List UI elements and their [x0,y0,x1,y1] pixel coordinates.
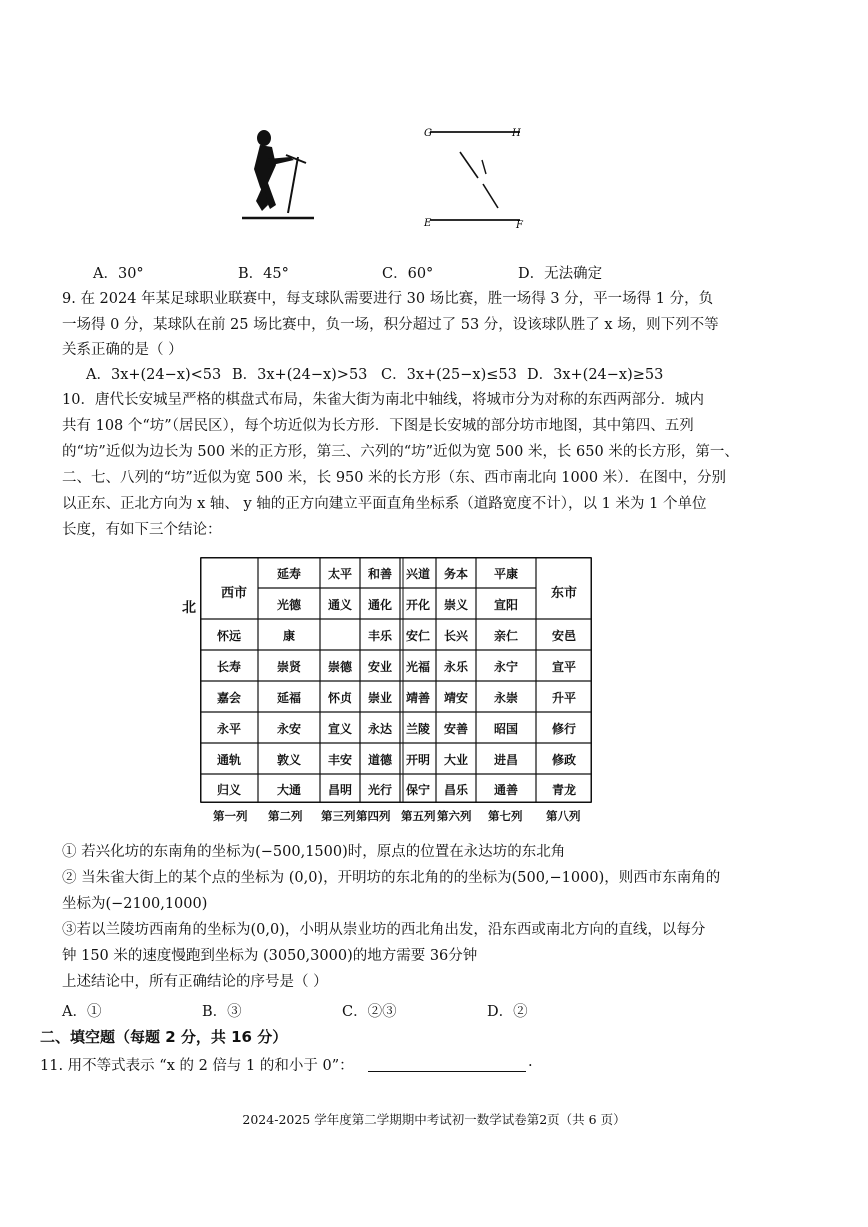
fang-cell: 崇贤 [276,659,301,674]
q9-option-c: C．3x+(25−x)≤53 [381,367,517,383]
fang-cell: 青龙 [551,782,576,797]
q8-option-c: C．60° [382,266,434,282]
fang-cell: 保宁 [405,782,430,797]
fang-cell: 崇业 [367,690,392,705]
fang-cell: 光福 [405,659,430,674]
fang-cell: 怀远 [216,628,241,643]
fang-cell: 进昌 [493,752,518,767]
q10-line-4: 二、七、八列的“坊”近似为宽 500 米，长 950 米的长方形（东、西市南北向 1000 米）．在图中，分别 [62,470,726,486]
q10-line-3: 的“坊”近似为边长为 500 米的正方形，第三、六列的“坊”近似为宽 500 米，长 650 米的长方形，第一、 [62,444,739,460]
fang-cell: 永宁 [493,659,518,674]
page-footer: 2024-2025 学年度第二学期期中考试初一数学试卷第2页（共 6 页） [242,1112,626,1127]
fang-cell: 和善 [367,566,392,581]
skier-figure [238,125,318,225]
fang-cell: 靖安 [443,690,468,705]
fang-cell: 光行 [367,782,392,797]
fang-cell: 延福 [276,690,301,705]
fang-cell: 昌明 [327,782,352,797]
q9-option-a: A．3x+(24−x)<53 [86,367,222,383]
fang-cell: 通化 [367,597,392,612]
fang-cell: 宣平 [551,659,576,674]
fig-label-h: H [512,128,521,139]
fang-cell: 长兴 [443,628,468,643]
fang-cell: 靖善 [405,690,430,705]
fang-cell: 大业 [443,752,468,767]
q8-option-d: D．无法确定 [518,266,603,282]
fang-cell: 务本 [443,566,468,581]
fang-cell: 平康 [493,566,518,581]
q10-prompt: 上述结论中，所有正确结论的序号是（ ） [62,974,328,990]
east-market-label: 东市 [550,586,577,601]
q10-line-1: 10．唐代长安城呈严格的棋盘式布局，朱雀大街为南北中轴线，将城市分为对称的东西两部分．城内 [62,392,704,408]
q8-option-a: A．30° [93,266,144,282]
fang-cell: 长寿 [216,659,241,674]
map-column-label: 第五列 [401,809,436,823]
q11-period: . [528,1054,533,1070]
fang-cell: 兰陵 [405,721,430,736]
fig-label-g: G [424,128,432,139]
fang-cell: 昭国 [493,721,518,736]
changan-map [200,557,592,803]
q10-statement-3: ③若以兰陵坊西南角的坐标为(0,0)，小明从崇业坊的西北角出发，沿东西或南北方向的直线，以每分 [62,922,706,938]
q9-line-1: 9. 在 2024 年某足球职业联赛中，每支球队需要进行 30 场比赛，胜一场得 3 分，平一场得 1 分，负 [62,291,714,307]
q11-text: 11. 用不等式表示 “x 的 2 倍与 1 的和小于 0”： [40,1058,354,1074]
q10-option-d: D．② [487,1004,528,1020]
fang-cell: 怀贞 [327,690,352,705]
map-column-label: 第八列 [546,809,581,823]
fang-cell: 康 [282,628,295,643]
fang-cell: 永乐 [443,659,468,674]
fang-cell: 崇德 [327,659,352,674]
fang-cell: 安善 [443,721,468,736]
q10-line-6: 长度，有如下三个结论： [62,522,222,538]
fang-cell: 延寿 [276,566,301,581]
fang-cell: 宣义 [327,721,352,736]
q10-statement-1: ① 若兴化坊的东南角的坐标为(−500,1500)时，原点的位置在永达坊的东北角 [62,844,566,860]
q9-line-3: 关系正确的是（ ） [62,342,183,358]
fang-cell: 安邑 [551,628,576,643]
fang-cell: 嘉会 [216,690,241,705]
fang-cell: 崇义 [443,597,468,612]
map-column-label: 第一列 [213,809,248,823]
parallel-lines-figure [420,122,530,232]
q10-line-5: 以正东、正北方向为 x 轴、 y 轴的正方向建立平面直角坐标系（道路宽度不计），以 1 米为 1 个单位 [62,496,707,512]
map-column-label: 第三列 [321,809,356,823]
q11-answer-blank[interactable] [368,1071,526,1072]
fang-cell: 修行 [551,721,576,736]
q9-line-2: 一场得 0 分，某球队在前 25 场比赛中，负一场，积分超过了 53 分，设该球队胜了 x 场，则下列不等 [62,317,719,333]
fang-cell: 光德 [276,597,301,612]
fig-label-f: F [516,220,523,231]
q10-option-a: A．① [62,1004,102,1020]
map-column-label: 第七列 [488,809,523,823]
fang-cell: 开明 [405,752,430,767]
north-label: 北 [182,600,196,616]
fang-cell: 永达 [367,721,392,736]
fang-cell: 归义 [216,782,241,797]
fang-cell: 通义 [327,597,352,612]
fang-cell: 修政 [551,752,576,767]
fang-cell: 丰安 [327,752,352,767]
section-2-heading: 二、填空题（每题 2 分，共 16 分） [40,1028,288,1046]
fang-cell: 永崇 [493,690,518,705]
q10-statement-3-cont: 钟 150 米的速度慢跑到坐标为 (3050,3000)的地方需要 36分钟 [62,948,478,964]
q10-statement-2-cont: 坐标为(−2100,1000) [62,896,208,912]
fang-cell: 开化 [405,597,430,612]
fang-cell: 兴道 [405,566,430,581]
fang-cell: 昌乐 [443,782,468,797]
fang-cell: 太平 [327,566,352,581]
fang-cell: 通善 [493,782,518,797]
west-market-label: 西市 [220,586,247,601]
q8-option-b: B．45° [238,266,289,282]
q9-option-b: B．3x+(24−x)>53 [232,367,368,383]
q10-statement-2: ② 当朱雀大街上的某个点的坐标为 (0,0)，开明坊的东北角的的坐标为(500,−1000)，则西市东南角的 [62,870,721,886]
fang-cell: 永安 [276,721,301,736]
q10-option-c: C．②③ [342,1004,397,1020]
q10-line-2: 共有 108 个“坊”（居民区），每个坊近似为长方形．下图是长安城的部分坊市地图，其中第四、五列 [62,418,694,434]
map-column-label: 第四列 [356,809,391,823]
fang-cell: 永平 [216,721,241,736]
map-column-label: 第二列 [268,809,303,823]
q10-option-b: B．③ [202,1004,242,1020]
fig-label-e: E [424,218,432,229]
fang-cell: 亲仁 [493,628,518,643]
map-column-label: 第六列 [437,809,472,823]
fang-cell: 敦义 [276,752,301,767]
q9-option-d: D．3x+(24−x)≥53 [527,367,664,383]
fang-cell: 丰乐 [367,628,392,643]
fang-cell: 通轨 [216,752,241,767]
fang-cell: 升平 [551,690,576,705]
fang-cell: 安仁 [405,628,430,643]
fang-cell: 宣阳 [493,597,518,612]
fang-cell: 道德 [367,752,392,767]
fang-cell: 安业 [367,659,392,674]
fang-cell: 大通 [276,782,301,797]
